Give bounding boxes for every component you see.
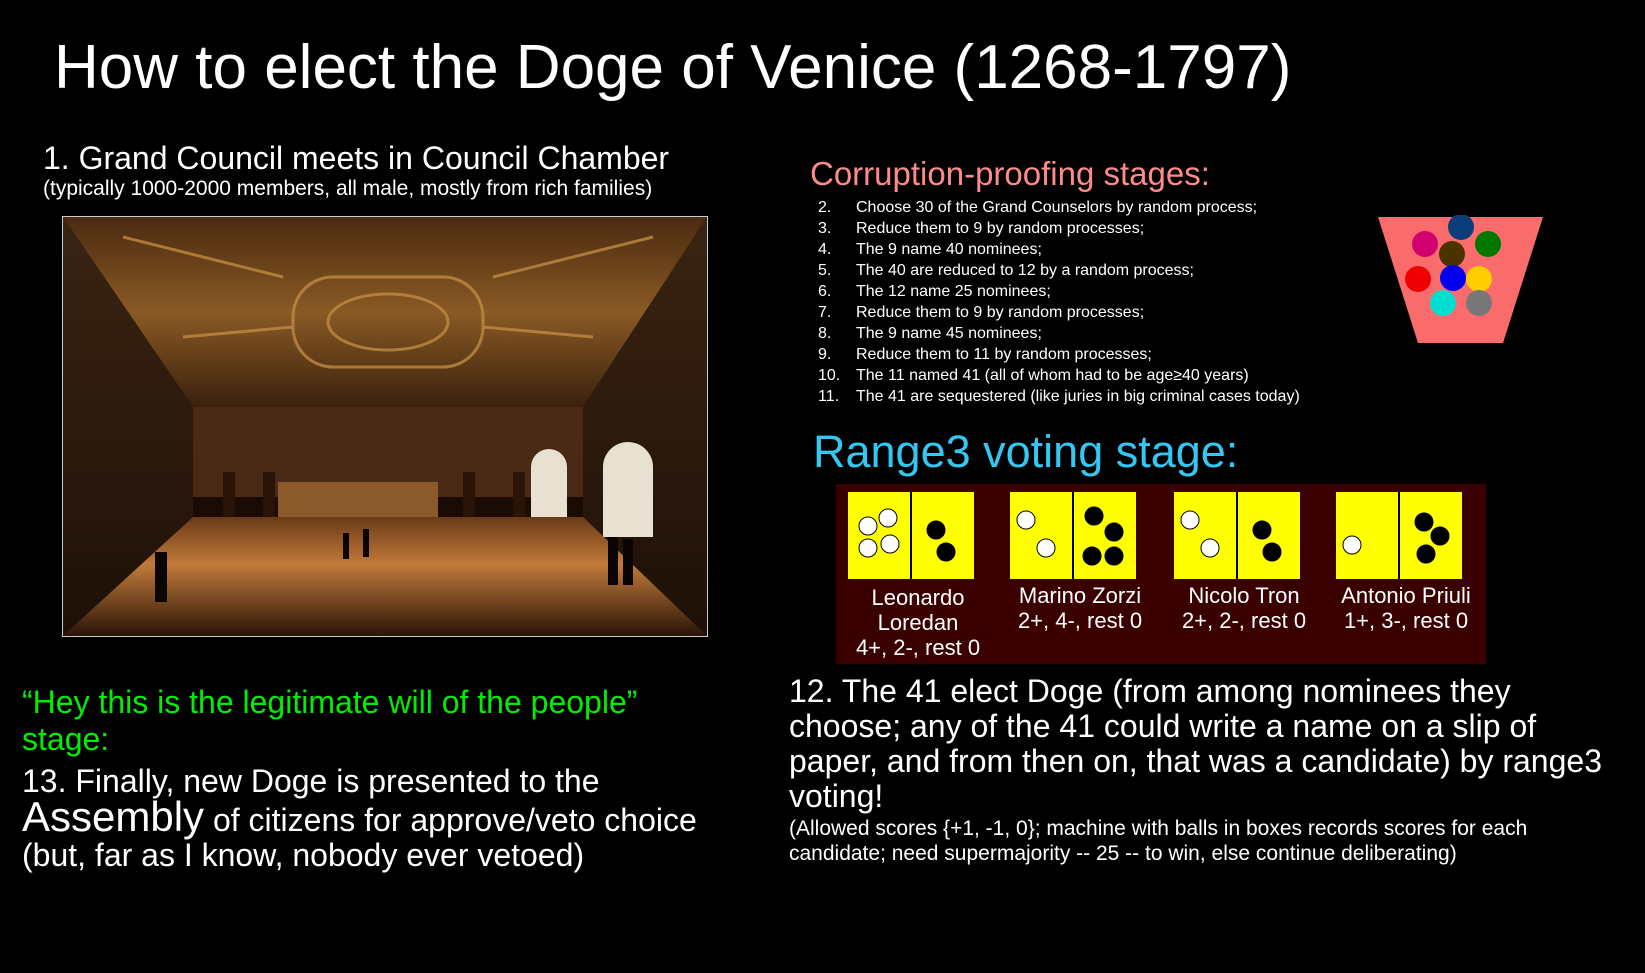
plus-box	[848, 492, 910, 579]
urn-ball	[1405, 266, 1431, 292]
minus-box	[1398, 492, 1462, 579]
legitimacy-stage-heading: “Hey this is the legitimate will of the people” stage:	[22, 684, 638, 757]
minus-ball	[1083, 547, 1101, 565]
plus-box	[1010, 492, 1072, 579]
plus-ball	[1343, 536, 1361, 554]
plus-ball	[859, 539, 877, 557]
plus-ball	[879, 509, 897, 527]
minus-ball	[937, 543, 955, 561]
range3-stage-title: Range3 voting stage:	[813, 426, 1239, 477]
corruption-step: 10. The 11 named 41 (all of whom had to be age≥40 years)	[818, 367, 1249, 384]
plus-ball	[1181, 511, 1199, 529]
page-title: How to elect the Doge of Venice (1268-1797)	[54, 33, 1292, 102]
plus-box	[1174, 492, 1236, 579]
minus-ball	[1085, 507, 1103, 525]
urn-ball	[1466, 266, 1492, 292]
step1-heading: 1. Grand Council meets in Council Chamber	[43, 140, 670, 176]
minus-box	[910, 492, 974, 579]
plus-box	[1336, 492, 1398, 579]
minus-box	[1072, 492, 1136, 579]
candidate-label: Nicolo Tron 2+, 2-, rest 0	[1181, 583, 1307, 633]
plus-ball	[1037, 539, 1055, 557]
minus-box	[1236, 492, 1300, 579]
assembly-word: Assembly	[22, 793, 205, 840]
minus-ball	[1105, 547, 1123, 565]
urn-ball	[1439, 241, 1465, 267]
corruption-step: 4. The 9 name 40 nominees;	[818, 241, 1042, 258]
urn-ball	[1412, 231, 1438, 257]
urn-ball	[1466, 290, 1492, 316]
plus-ball	[1201, 539, 1219, 557]
corruption-step: 9. Reduce them to 11 by random processes;	[818, 346, 1152, 363]
urn-ball	[1440, 265, 1466, 291]
urn-with-balls	[1378, 215, 1543, 345]
plus-ball	[881, 535, 899, 553]
minus-ball	[1431, 527, 1449, 545]
corruption-step: 11. The 41 are sequestered (like juries in big criminal cases today)	[818, 388, 1300, 405]
minus-ball	[1415, 513, 1433, 531]
minus-ball	[1417, 545, 1435, 563]
corruption-stages-list	[818, 197, 1300, 407]
corruption-step: 8. The 9 name 45 nominees;	[818, 325, 1042, 342]
candidate-label: Leonardo Loredan 4+, 2-, rest 0	[855, 585, 981, 660]
minus-ball	[1253, 521, 1271, 539]
council-chamber-photo	[62, 216, 708, 637]
step12-text: 12. The 41 elect Doge (from among nominees they choose; any of the 41 could write a name on a slip of paper, and from then on, that was a candidate) by range3 voting!	[789, 673, 1602, 814]
plus-ball	[1017, 511, 1035, 529]
range3-ballot-panel	[836, 484, 1486, 664]
minus-ball	[1105, 523, 1123, 541]
corruption-step: 3. Reduce them to 9 by random processes;	[818, 220, 1145, 237]
candidate-label: Antonio Priuli 1+, 3-, rest 0	[1341, 583, 1471, 633]
corruption-stages-title: Corruption-proofing stages:	[810, 155, 1210, 192]
corruption-step: 2. Choose 30 of the Grand Counselors by random process;	[818, 199, 1258, 216]
minus-ball	[927, 521, 945, 539]
step1-subtext: (typically 1000-2000 members, all male, mostly from rich families)	[43, 177, 653, 200]
minus-ball	[1263, 543, 1281, 561]
urn-ball	[1448, 215, 1474, 240]
corruption-step: 5. The 40 are reduced to 12 by a random process;	[818, 262, 1194, 279]
urn-ball	[1430, 290, 1456, 316]
plus-ball	[859, 517, 877, 535]
candidate-label: Marino Zorzi 2+, 4-, rest 0	[1017, 583, 1143, 633]
step12-note: (Allowed scores {+1, -1, 0}; machine with balls in boxes records scores for each candidate; need supermajority -- 25 -- to win, else continue deliberating)	[789, 817, 1528, 865]
corruption-step: 7. Reduce them to 9 by random processes;	[818, 304, 1145, 321]
urn-ball	[1475, 231, 1501, 257]
corruption-step: 6. The 12 name 25 nominees;	[818, 283, 1051, 300]
step13-text: 13. Finally, new Doge is presented to the Assembly of citizens for approve/veto choice (but, far as I know, nobody ever vetoed)	[22, 763, 697, 873]
